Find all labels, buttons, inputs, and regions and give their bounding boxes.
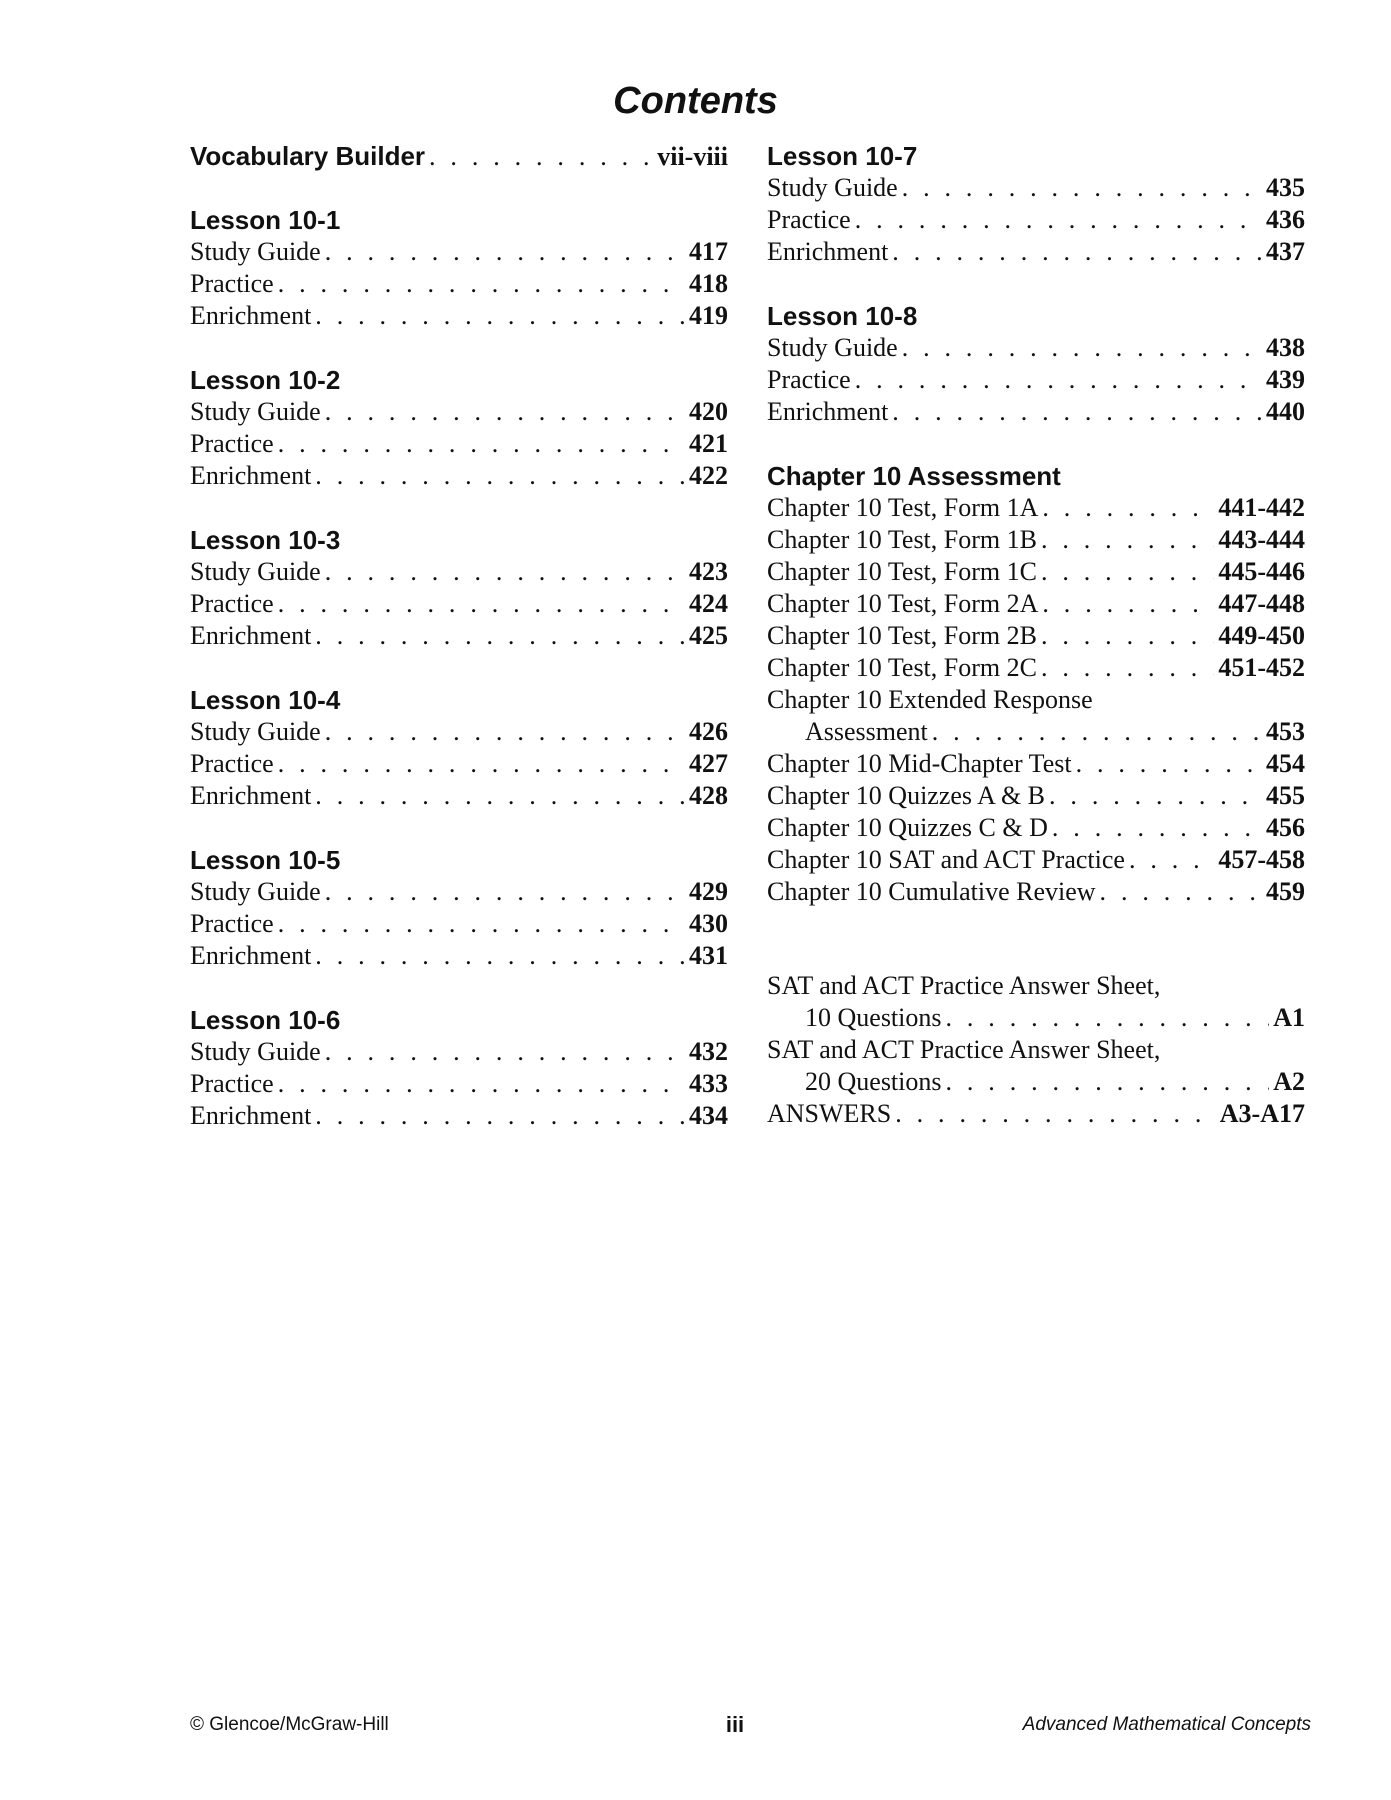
lesson-heading: Lesson 10-1 — [190, 205, 341, 235]
leader-dots — [278, 1068, 685, 1100]
entry-page: 435 — [1266, 173, 1305, 202]
leader-dots — [315, 620, 685, 652]
entry-page: 459 — [1266, 877, 1305, 906]
toc-entry[interactable] — [190, 620, 728, 652]
leader-dots — [325, 716, 685, 748]
entry-label: Enrichment — [767, 397, 889, 426]
entry-label: Enrichment — [190, 621, 312, 650]
entry-label: Study Guide — [190, 557, 321, 586]
leader-dots — [325, 876, 685, 908]
page-title: Contents — [613, 80, 778, 122]
entry-page: 440 — [1266, 397, 1305, 426]
leader-dots — [902, 332, 1262, 364]
entry-label: Study Guide — [190, 1037, 321, 1066]
toc-entry[interactable] — [767, 172, 1305, 204]
entry-label: Chapter 10 Cumulative Review — [767, 877, 1096, 906]
leader-dots — [1129, 844, 1214, 876]
entry-page: 445-446 — [1218, 557, 1305, 586]
entry-label: Practice — [767, 365, 851, 394]
entry-page: 437 — [1266, 237, 1305, 266]
extended-response-line: Chapter 10 Extended Response — [767, 685, 1093, 714]
toc-entry[interactable] — [190, 428, 728, 460]
entry-page: 441-442 — [1218, 493, 1305, 522]
toc-entry[interactable] — [190, 780, 728, 812]
toc-entry[interactable] — [767, 620, 1305, 652]
toc-left-column — [190, 140, 728, 1132]
toc-entry[interactable] — [767, 812, 1305, 844]
entry-label: Chapter 10 Test, Form 2B — [767, 621, 1037, 650]
entry-page: 449-450 — [1218, 621, 1305, 650]
toc-entry[interactable] — [190, 396, 728, 428]
entry-label: Enrichment — [190, 301, 312, 330]
lesson-heading: Lesson 10-2 — [190, 365, 341, 395]
leader-dots — [278, 428, 685, 460]
entry-label: Study Guide — [190, 877, 321, 906]
toc-entry[interactable] — [767, 236, 1305, 268]
lesson-heading: Lesson 10-8 — [767, 301, 918, 331]
entry-page: 434 — [689, 1101, 728, 1130]
entry-page: 430 — [689, 909, 728, 938]
toc-right-column — [767, 140, 1305, 1130]
entry-label: Study Guide — [767, 173, 898, 202]
toc-entry[interactable] — [190, 556, 728, 588]
toc-entry[interactable] — [190, 1036, 728, 1068]
toc-entry[interactable] — [190, 1100, 728, 1132]
entry-label: Practice — [190, 909, 274, 938]
leader-dots — [892, 236, 1262, 268]
toc-entry[interactable] — [767, 364, 1305, 396]
entry-label: 20 Questions — [805, 1067, 942, 1096]
toc-entry[interactable] — [190, 876, 728, 908]
entry-page: 436 — [1266, 205, 1305, 234]
toc-entry[interactable] — [190, 300, 728, 332]
leader-dots — [325, 556, 685, 588]
entry-label: Enrichment — [190, 1101, 312, 1130]
leader-dots — [1052, 812, 1262, 844]
leader-dots — [1041, 652, 1214, 684]
entry-label: Chapter 10 Test, Form 2C — [767, 653, 1037, 682]
toc-entry[interactable] — [767, 396, 1305, 428]
toc-entry[interactable] — [190, 716, 728, 748]
lesson-heading: Lesson 10-7 — [767, 141, 918, 171]
leader-dots — [946, 1002, 1270, 1034]
leader-dots — [1042, 588, 1214, 620]
entry-page: 439 — [1266, 365, 1305, 394]
entry-label: Chapter 10 Test, Form 1C — [767, 557, 1037, 586]
toc-entry[interactable] — [190, 908, 728, 940]
entry-page: 421 — [689, 429, 728, 458]
entry-page: 455 — [1266, 781, 1305, 810]
toc-entry[interactable] — [190, 460, 728, 492]
entry-page: 417 — [689, 237, 728, 266]
entry-page: 453 — [1266, 717, 1305, 746]
leader-dots — [1049, 780, 1262, 812]
leader-dots — [325, 236, 685, 268]
leader-dots — [902, 172, 1262, 204]
entry-page: vii-viii — [657, 142, 728, 171]
toc-entry[interactable] — [190, 268, 728, 300]
entry-label: Enrichment — [190, 781, 312, 810]
entry-page: A2 — [1273, 1067, 1305, 1096]
leader-dots — [429, 141, 653, 172]
footer-book-title: Advanced Mathematical Concepts — [1022, 1714, 1311, 1735]
entry-page: 447-448 — [1218, 589, 1305, 618]
leader-dots — [278, 748, 685, 780]
leader-dots — [325, 1036, 685, 1068]
toc-entry[interactable] — [767, 844, 1305, 876]
entry-label: Chapter 10 Test, Form 1A — [767, 493, 1039, 522]
entry-label: Practice — [767, 205, 851, 234]
entry-label: Chapter 10 Quizzes C & D — [767, 813, 1048, 842]
entry-page: 418 — [689, 269, 728, 298]
lesson-heading: Lesson 10-6 — [190, 1005, 341, 1035]
toc-entry[interactable] — [767, 748, 1305, 780]
toc-entry[interactable] — [767, 652, 1305, 684]
lesson-heading: Lesson 10-5 — [190, 845, 341, 875]
entry-label: ANSWERS — [767, 1099, 892, 1128]
entry-page: 429 — [689, 877, 728, 906]
leader-dots — [278, 268, 685, 300]
entry-page: 432 — [689, 1037, 728, 1066]
lesson-heading: Lesson 10-3 — [190, 525, 341, 555]
entry-label: Chapter 10 SAT and ACT Practice — [767, 845, 1125, 874]
leader-dots — [1042, 492, 1214, 524]
leader-dots — [1100, 876, 1262, 908]
entry-label: Enrichment — [190, 461, 312, 490]
entry-label: 10 Questions — [805, 1003, 942, 1032]
entry-label: Practice — [190, 269, 274, 298]
entry-label: Study Guide — [767, 333, 898, 362]
footer-page-number: iii — [725, 1712, 745, 1737]
leader-dots — [315, 1100, 685, 1132]
toc-entry[interactable] — [190, 588, 728, 620]
entry-page: 433 — [689, 1069, 728, 1098]
leader-dots — [315, 300, 685, 332]
leader-dots — [315, 460, 685, 492]
entry-page: 420 — [689, 397, 728, 426]
entry-label: Vocabulary Builder — [190, 141, 426, 171]
entry-label: Chapter 10 Mid-Chapter Test — [767, 749, 1072, 778]
entry-label: Study Guide — [190, 397, 321, 426]
entry-page: 422 — [689, 461, 728, 490]
toc-entry[interactable] — [767, 876, 1305, 908]
entry-page: 428 — [689, 781, 728, 810]
leader-dots — [1076, 748, 1262, 780]
leader-dots — [315, 780, 685, 812]
entry-page: 454 — [1266, 749, 1305, 778]
toc-entry-answers[interactable] — [767, 1098, 1305, 1130]
leader-dots — [892, 396, 1262, 428]
entry-page: 456 — [1266, 813, 1305, 842]
footer-copyright: © Glencoe/McGraw-Hill — [190, 1714, 389, 1735]
entry-page: 426 — [689, 717, 728, 746]
lesson-heading: Lesson 10-4 — [190, 685, 341, 715]
leader-dots — [278, 908, 685, 940]
answer-sheet-line: SAT and ACT Practice Answer Sheet, — [767, 1035, 1161, 1064]
leader-dots — [1041, 524, 1214, 556]
entry-page: 443-444 — [1218, 525, 1305, 554]
entry-page: 427 — [689, 749, 728, 778]
entry-label: Study Guide — [190, 237, 321, 266]
toc-entry-answer-sheet[interactable] — [767, 1066, 1305, 1098]
toc-entry[interactable] — [190, 748, 728, 780]
toc-entry[interactable] — [767, 492, 1305, 524]
toc-entry[interactable] — [190, 236, 728, 268]
entry-label: Practice — [190, 1069, 274, 1098]
entry-label: Enrichment — [190, 941, 312, 970]
leader-dots — [1041, 556, 1214, 588]
entry-page: 419 — [689, 301, 728, 330]
entry-label: Chapter 10 Test, Form 2A — [767, 589, 1039, 618]
toc-entry[interactable] — [190, 940, 728, 972]
leader-dots — [855, 364, 1262, 396]
leader-dots — [895, 1098, 1216, 1130]
entry-page: 423 — [689, 557, 728, 586]
entry-page: A1 — [1273, 1003, 1305, 1032]
leader-dots — [278, 588, 685, 620]
leader-dots — [932, 716, 1262, 748]
entry-page: 425 — [689, 621, 728, 650]
entry-label: Assessment — [805, 717, 928, 746]
toc-entry-extended-response[interactable] — [767, 716, 1305, 748]
leader-dots — [855, 204, 1262, 236]
toc-entry[interactable] — [767, 204, 1305, 236]
toc-entry[interactable] — [767, 556, 1305, 588]
entry-label: Enrichment — [767, 237, 889, 266]
entry-label: Chapter 10 Test, Form 1B — [767, 525, 1037, 554]
toc-entry-answer-sheet[interactable] — [767, 1002, 1305, 1034]
toc-entry-vocabulary-builder[interactable] — [190, 140, 728, 172]
entry-page: 457-458 — [1218, 845, 1305, 874]
toc-entry[interactable] — [767, 588, 1305, 620]
entry-page: 431 — [689, 941, 728, 970]
assessment-heading: Chapter 10 Assessment — [767, 461, 1061, 491]
leader-dots — [325, 396, 685, 428]
leader-dots — [1041, 620, 1214, 652]
entry-page: A3-A17 — [1219, 1099, 1305, 1128]
entry-label: Practice — [190, 589, 274, 618]
entry-label: Practice — [190, 749, 274, 778]
entry-label: Practice — [190, 429, 274, 458]
entry-page: 451-452 — [1218, 653, 1305, 682]
toc-entry[interactable] — [767, 332, 1305, 364]
leader-dots — [315, 940, 685, 972]
toc-entry[interactable] — [767, 780, 1305, 812]
leader-dots — [946, 1066, 1270, 1098]
entry-page: 438 — [1266, 333, 1305, 362]
entry-page: 424 — [689, 589, 728, 618]
entry-label: Chapter 10 Quizzes A & B — [767, 781, 1046, 810]
answer-sheet-line: SAT and ACT Practice Answer Sheet, — [767, 971, 1161, 1000]
toc-entry[interactable] — [767, 524, 1305, 556]
entry-label: Study Guide — [190, 717, 321, 746]
toc-entry[interactable] — [190, 1068, 728, 1100]
